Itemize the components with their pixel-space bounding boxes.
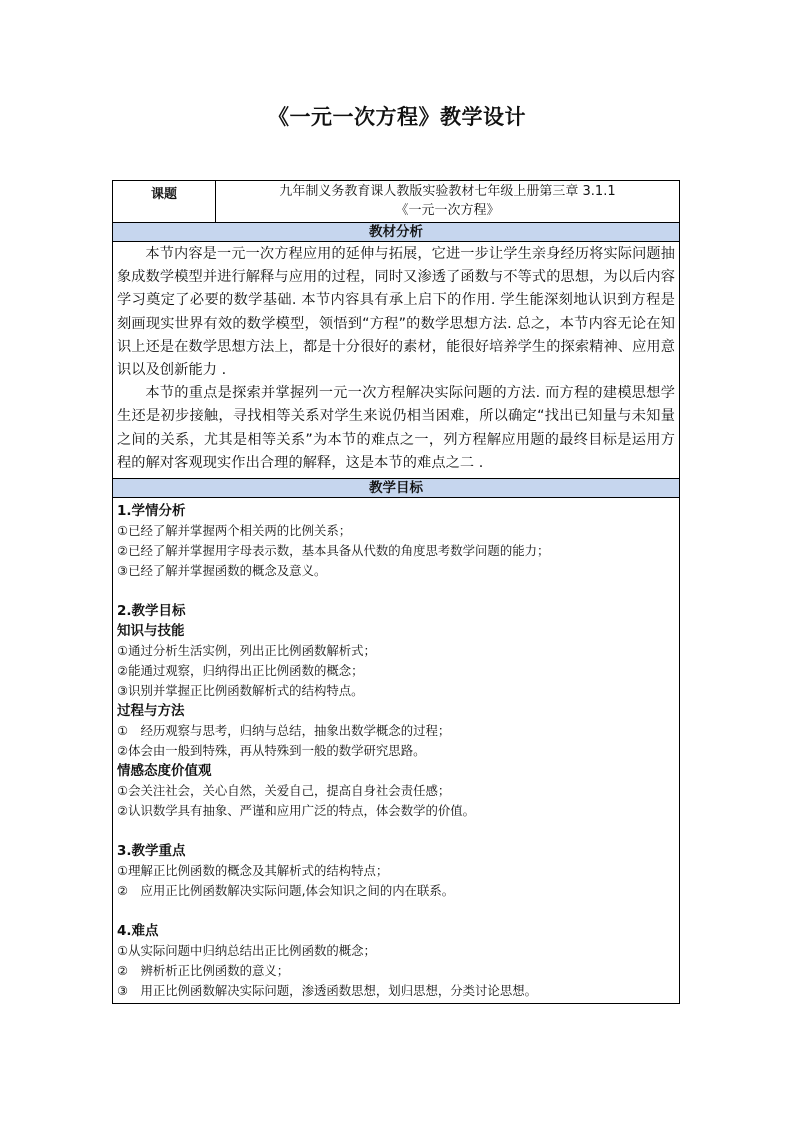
lesson-plan-table (112, 180, 680, 1004)
list-item: ② 应用正比例函数解决实际问题,体会知识之间的内在联系。 (117, 883, 455, 899)
analysis-body (113, 242, 679, 479)
list-item: ③ 用正比例函数解决实际问题，渗透函数思想，划归思想，分类讨论思想。 (117, 983, 537, 999)
analysis-header: 教材分析 (113, 223, 679, 242)
spacer (117, 821, 675, 841)
goals-header: 教学目标 (113, 479, 679, 498)
list-item: ③已经了解并掌握函数的概念及意义。 (117, 563, 327, 579)
subsection-title-knowledge: 知识与技能 (117, 623, 185, 640)
list-item: ①理解正比例函数的概念及其解析式的结构特点； (117, 863, 389, 879)
section-title-difficulties: 4.难点 (117, 923, 159, 940)
course-title-line-1: 九年制义务教育课人教版实验教材七年级上册第三章 3.1.1 (279, 184, 616, 199)
list-item: ①通过分析生活实例，列出正比例函数解析式； (117, 643, 376, 659)
list-item: ②能通过观察，归纳得出正比例函数的概念； (117, 663, 364, 679)
course-row (113, 181, 679, 223)
list-item: ②体会由一般到特殊，再从特殊到一般的数学研究思路。 (117, 743, 426, 759)
list-item: ①已经了解并掌握两个相关两的比例关系； (117, 523, 352, 539)
spacer (117, 581, 675, 601)
page-title: 《一元一次方程》教学设计 (268, 105, 526, 129)
course-label: 课题 (113, 181, 216, 222)
course-title-line-2: 《一元一次方程》 (395, 203, 500, 218)
list-item: ①从实际问题中归纳总结出正比例函数的概念； (117, 943, 376, 959)
list-item: ② 辨析析正比例函数的意义； (117, 963, 290, 979)
spacer (117, 901, 675, 921)
list-item: ②认识数学具有抽象、严谨和应用广泛的特点，体会数学的价值。 (117, 803, 476, 819)
analysis-paragraph: 本节的重点是探索并掌握列一元一次方程解决实际问题的方法. 而方程的建模思想学生还是初步接触，寻找相等关系对学生来说仍相当困难，所以确定“找出已知量与未知量之间的关系，尤其是相等关系”为本节的难点之一，列方程解应用题的最终目标是运用方程的解对客观现实作出合理的解释，这是本节的难点之二 . (117, 385, 675, 471)
subsection-title-values: 情感态度价值观 (117, 763, 212, 780)
section-title-learner-analysis: 1.学情分析 (117, 503, 186, 520)
analysis-paragraph: 本节内容是一元一次方程应用的延伸与拓展，它进一步让学生亲身经历将实际问题抽象成数学模型并进行解释与应用的过程，同时又渗透了函数与不等式的思想，为以后内容学习奠定了必要的数学基础. 本节内容具有承上启下的作用. 学生能深刻地认识到方程是刻画现实世界有效的数学模型，领悟到“方程”的数学思想方法. 总之，本节内容无论在知识上还是在数学思想方法上，都是十分很好的素材，能很好培养学生的探索精神、应用意识以及创新能力 . (117, 246, 675, 379)
list-item: ③识别并掌握正比例函数解析式的结构特点。 (117, 683, 364, 699)
list-item: ① 经历观察与思考，归纳与总结，抽象出数学概念的过程； (117, 723, 451, 739)
section-title-teaching-goals: 2.教学目标 (117, 603, 186, 620)
list-item: ②已经了解并掌握用字母表示数，基本具备从代数的角度思考数学问题的能力； (117, 543, 550, 559)
section-title-key-points: 3.教学重点 (117, 843, 186, 860)
course-title (216, 181, 679, 222)
goals-body (113, 498, 679, 1003)
list-item: ①会关注社会，关心自然，关爱自己，提高自身社会责任感； (117, 783, 451, 799)
subsection-title-process: 过程与方法 (117, 703, 185, 720)
